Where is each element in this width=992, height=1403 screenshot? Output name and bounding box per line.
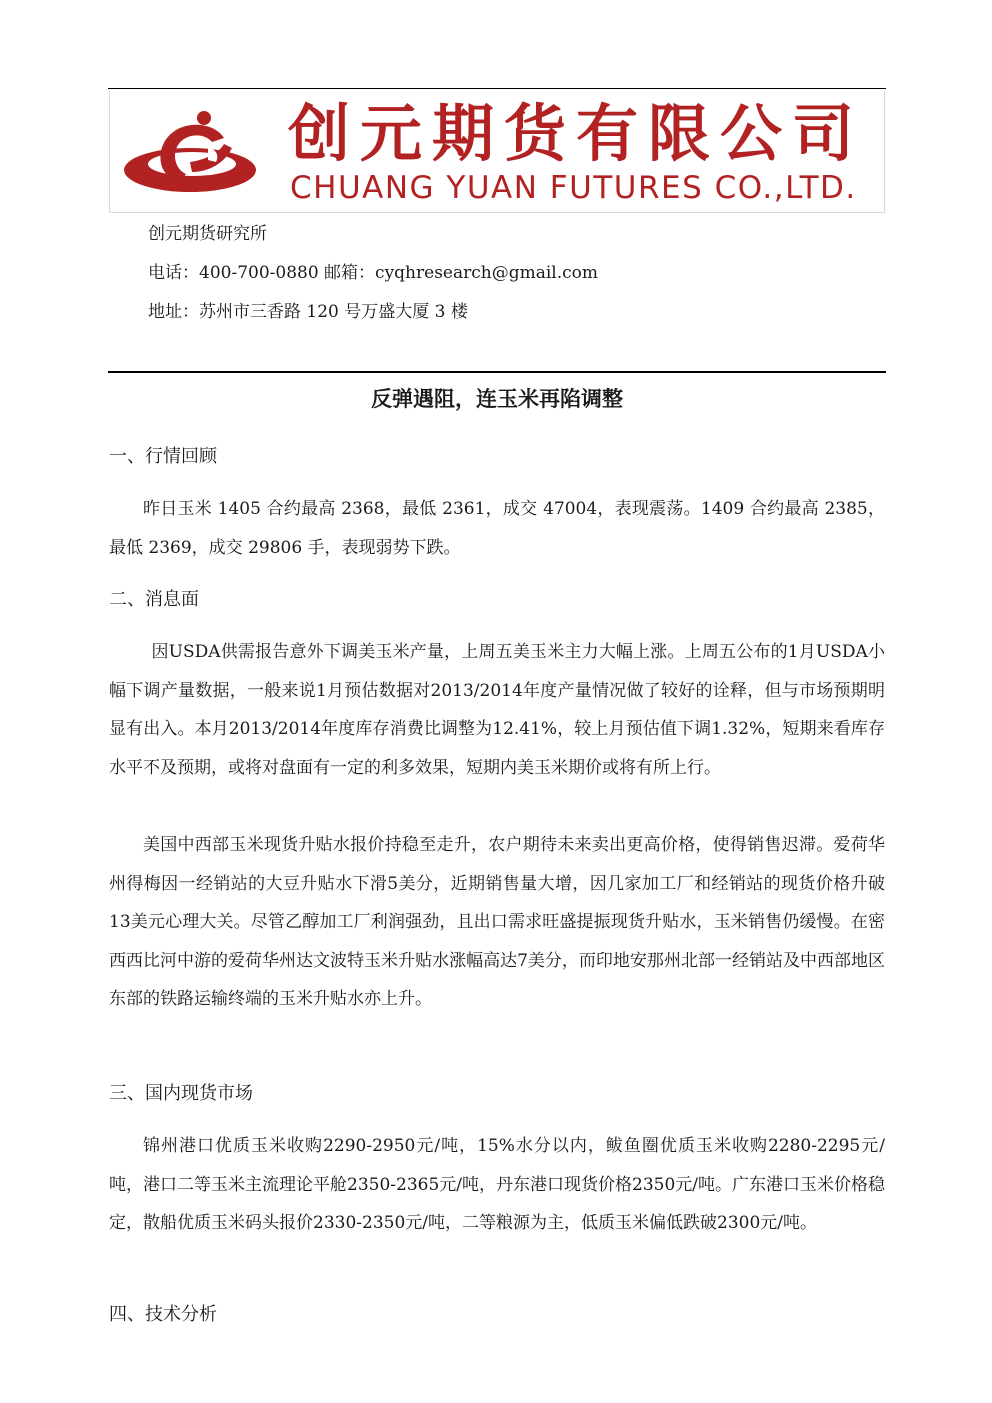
section-heading: 三、国内现货市场 [109,1083,253,1104]
institute-name: 创元期货研究所 [148,224,267,244]
contact-phone-email: 电话：400-700-0880 邮箱：cyqhresearch@gmail.com [148,263,599,283]
header-top-rule [108,88,886,89]
header-bottom-rule [108,371,886,373]
paragraph: 美国中西部玉米现货升贴水报价持稳至走升，农户期待未来卖出更高价格，使得销售迟滞。爱荷华州得梅因一经销站的大豆升贴水下滑5美分，近期销售量大增，因几家加工厂和经销站的现货价格升破13美元心理大关。尽管乙醇加工厂利润强劲，且出口需求旺盛提振现货升贴水，玉米销售仍缓慢。在密西西比河中游的爱荷华州达文波特玉米升贴水涨幅高达7美分，而印地安那州北部一经销站及中西部地区东部的铁路运输终端的玉米升贴水亦上升。 [109,835,885,1009]
paragraph: 昨日玉米 1405 合约最高 2368，最低 2361，成交 47004，表现震荡。1409 合约最高 2385，最低 2369，成交 29806 手，表现弱势下跌。 [109,499,885,558]
company-logo-icon [120,104,265,204]
paragraph: 因USDA供需报告意外下调美玉米产量，上周五美玉米主力大幅上涨。上周五公布的1月USDA小幅下调产量数据，一般来说1月预估数据对2013/2014年度产量情况做了较好的诠释，但与市场预期明显有出入。本月2013/2014年度库存消费比调整为12.41%，较上月预估值下调1.32%，短期来看库存水平不及预期，或将对盘面有一定的利多效果，短期内美玉米期价或将有所上行。 [109,642,885,778]
section-heading: 四、技术分析 [109,1304,217,1325]
company-name-cn: 创元期货有限公司 [288,97,865,170]
section-heading: 二、消息面 [109,589,199,610]
company-name-en: CHUANG YUAN FUTURES CO.,LTD. [290,170,857,206]
contact-address: 地址：苏州市三香路 120 号万盛大厦 3 楼 [148,302,468,322]
section-heading: 一、行情回顾 [109,446,217,467]
article-title: 反弹遇阻，连玉米再陷调整 [371,387,623,411]
company-banner [109,90,885,213]
paragraph: 锦州港口优质玉米收购2290-2950元/吨，15%水分以内，鲅鱼圈优质玉米收购2280-2295元/吨，港口二等玉米主流理论平舱2350-2365元/吨，丹东港口现货价格2350元/吨。广东港口玉米价格稳定，散船优质玉米码头报价2330-2350元/吨，二等粮源为主，低质玉米偏低跌破2300元/吨。 [109,1136,885,1233]
